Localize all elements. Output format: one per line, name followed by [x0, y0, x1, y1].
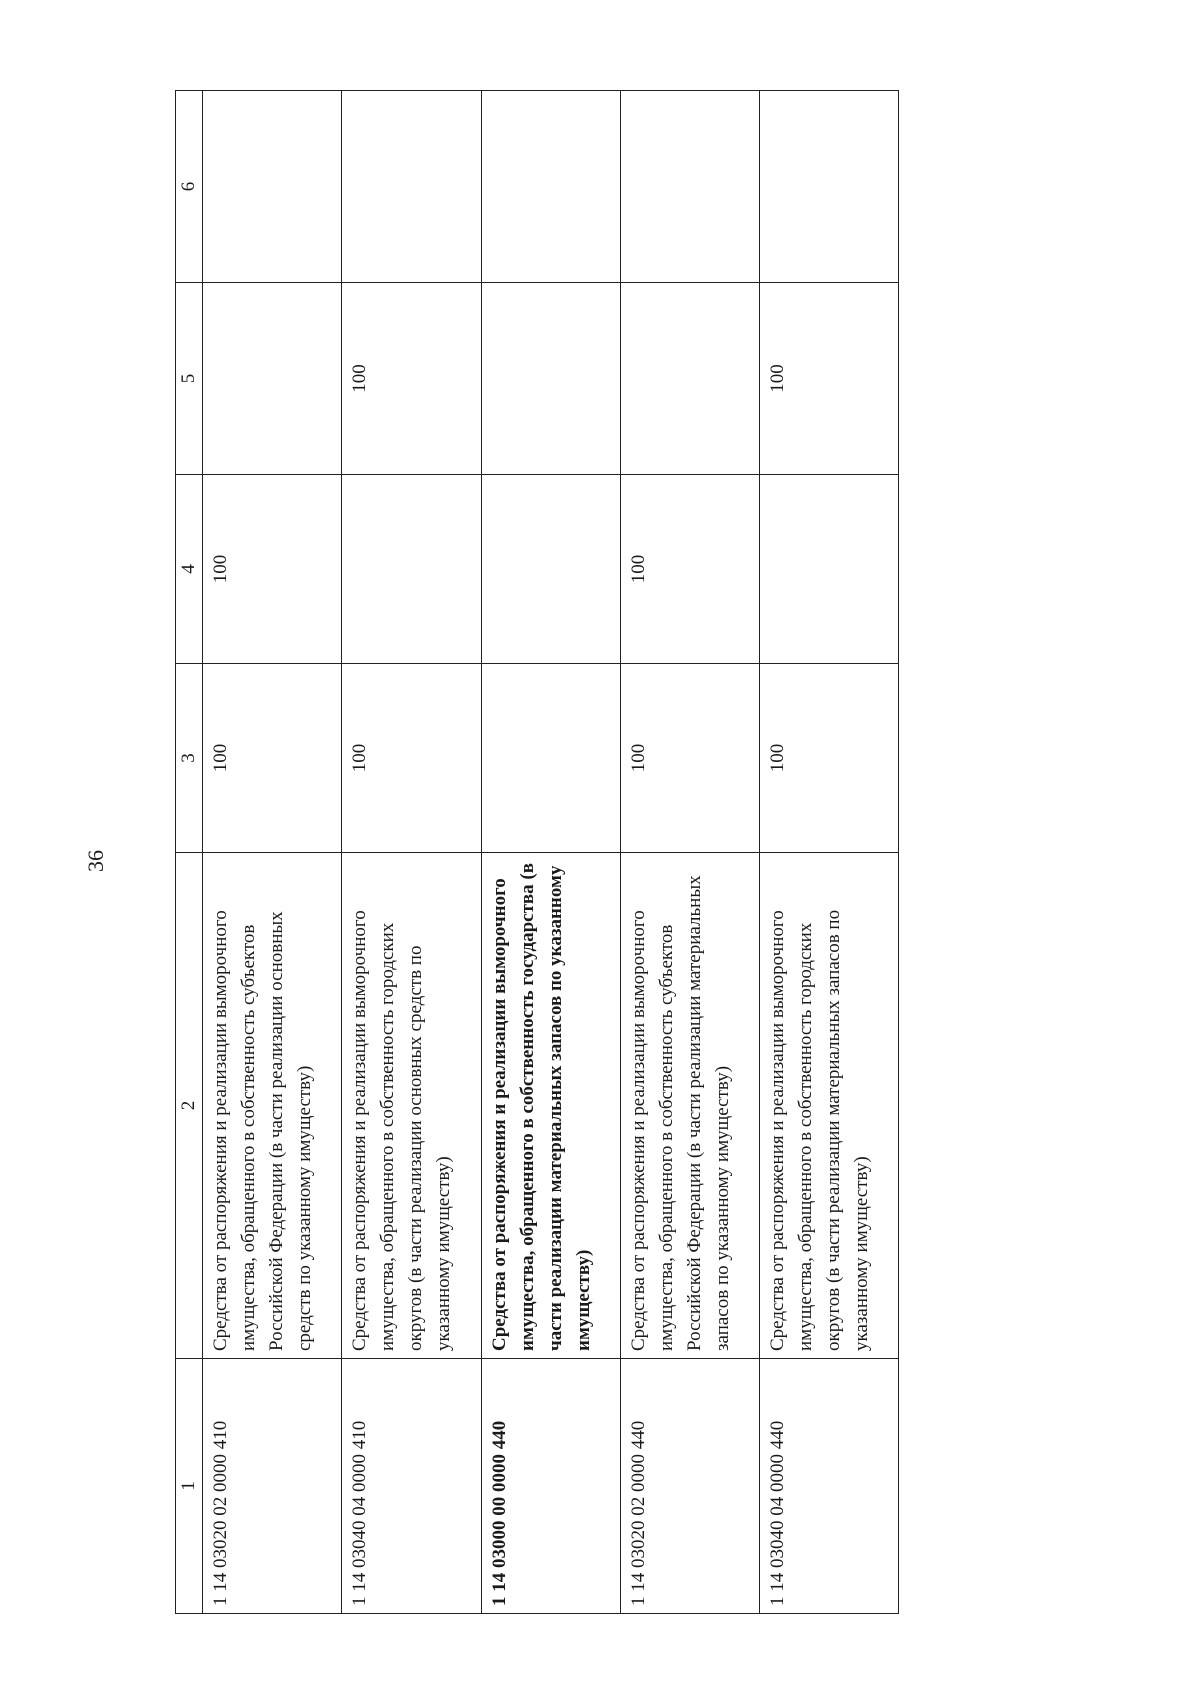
row-code: 1 14 03040 04 0000 410 [342, 1359, 481, 1614]
row-value-col5 [620, 283, 759, 475]
row-code: 1 14 03020 02 0000 440 [620, 1359, 759, 1614]
row-value-col6 [342, 91, 481, 283]
row-value-col5: 100 [759, 283, 898, 475]
row-value-col6 [620, 91, 759, 283]
row-code: 1 14 03040 04 0000 440 [759, 1359, 898, 1614]
row-value-col4 [759, 475, 898, 664]
column-header-3: 3 [176, 664, 203, 853]
table-row [342, 91, 481, 1614]
row-value-col5 [203, 283, 342, 475]
row-value-col6 [759, 91, 898, 283]
row-value-col4 [481, 475, 620, 664]
row-description: Средства от распоряжения и реализации выморочного имущества, обращенного в собственность городских округов (в части реализации основных средств по указанному имуществу) [342, 853, 481, 1359]
row-description: Средства от распоряжения и реализации выморочного имущества, обращенного в собственность государства (в части реализации материальных запасов по указанному имуществу) [481, 853, 620, 1359]
rotated-table-container [175, 91, 899, 1614]
column-header-4: 4 [176, 475, 203, 664]
row-value-col3: 100 [342, 664, 481, 853]
row-value-col4 [342, 475, 481, 664]
column-header-1: 1 [176, 1359, 203, 1614]
row-value-col3 [481, 664, 620, 853]
row-value-col6 [203, 91, 342, 283]
row-value-col4: 100 [620, 475, 759, 664]
row-value-col5 [481, 283, 620, 475]
column-header-2: 2 [176, 853, 203, 1359]
row-code: 1 14 03000 00 0000 440 [481, 1359, 620, 1614]
row-description: Средства от распоряжения и реализации выморочного имущества, обращенного в собственность городских округов (в части реализации материальных запасов по указанному имуществу) [759, 853, 898, 1359]
row-description: Средства от распоряжения и реализации выморочного имущества, обращенного в собственность субъектов Российской Федерации (в части реализации материальных запасов по указанному имуществу) [620, 853, 759, 1359]
income-codes-table [175, 90, 899, 1614]
table-row [759, 91, 898, 1614]
row-value-col3: 100 [759, 664, 898, 853]
row-code: 1 14 03020 02 0000 410 [203, 1359, 342, 1614]
row-value-col3: 100 [620, 664, 759, 853]
table-header-row [176, 91, 203, 1614]
row-value-col6 [481, 91, 620, 283]
row-value-col4: 100 [203, 475, 342, 664]
table-row-group-total [481, 91, 620, 1614]
column-header-5: 5 [176, 283, 203, 475]
row-description: Средства от распоряжения и реализации выморочного имущества, обращенного в собственность субъектов Российской Федерации (в части реализации основных средств по указанному имуществу) [203, 853, 342, 1359]
row-value-col3: 100 [203, 664, 342, 853]
column-header-6: 6 [176, 91, 203, 283]
page-number: 36 [83, 850, 108, 872]
table-row [620, 91, 759, 1614]
table-row [203, 91, 342, 1614]
row-value-col5: 100 [342, 283, 481, 475]
